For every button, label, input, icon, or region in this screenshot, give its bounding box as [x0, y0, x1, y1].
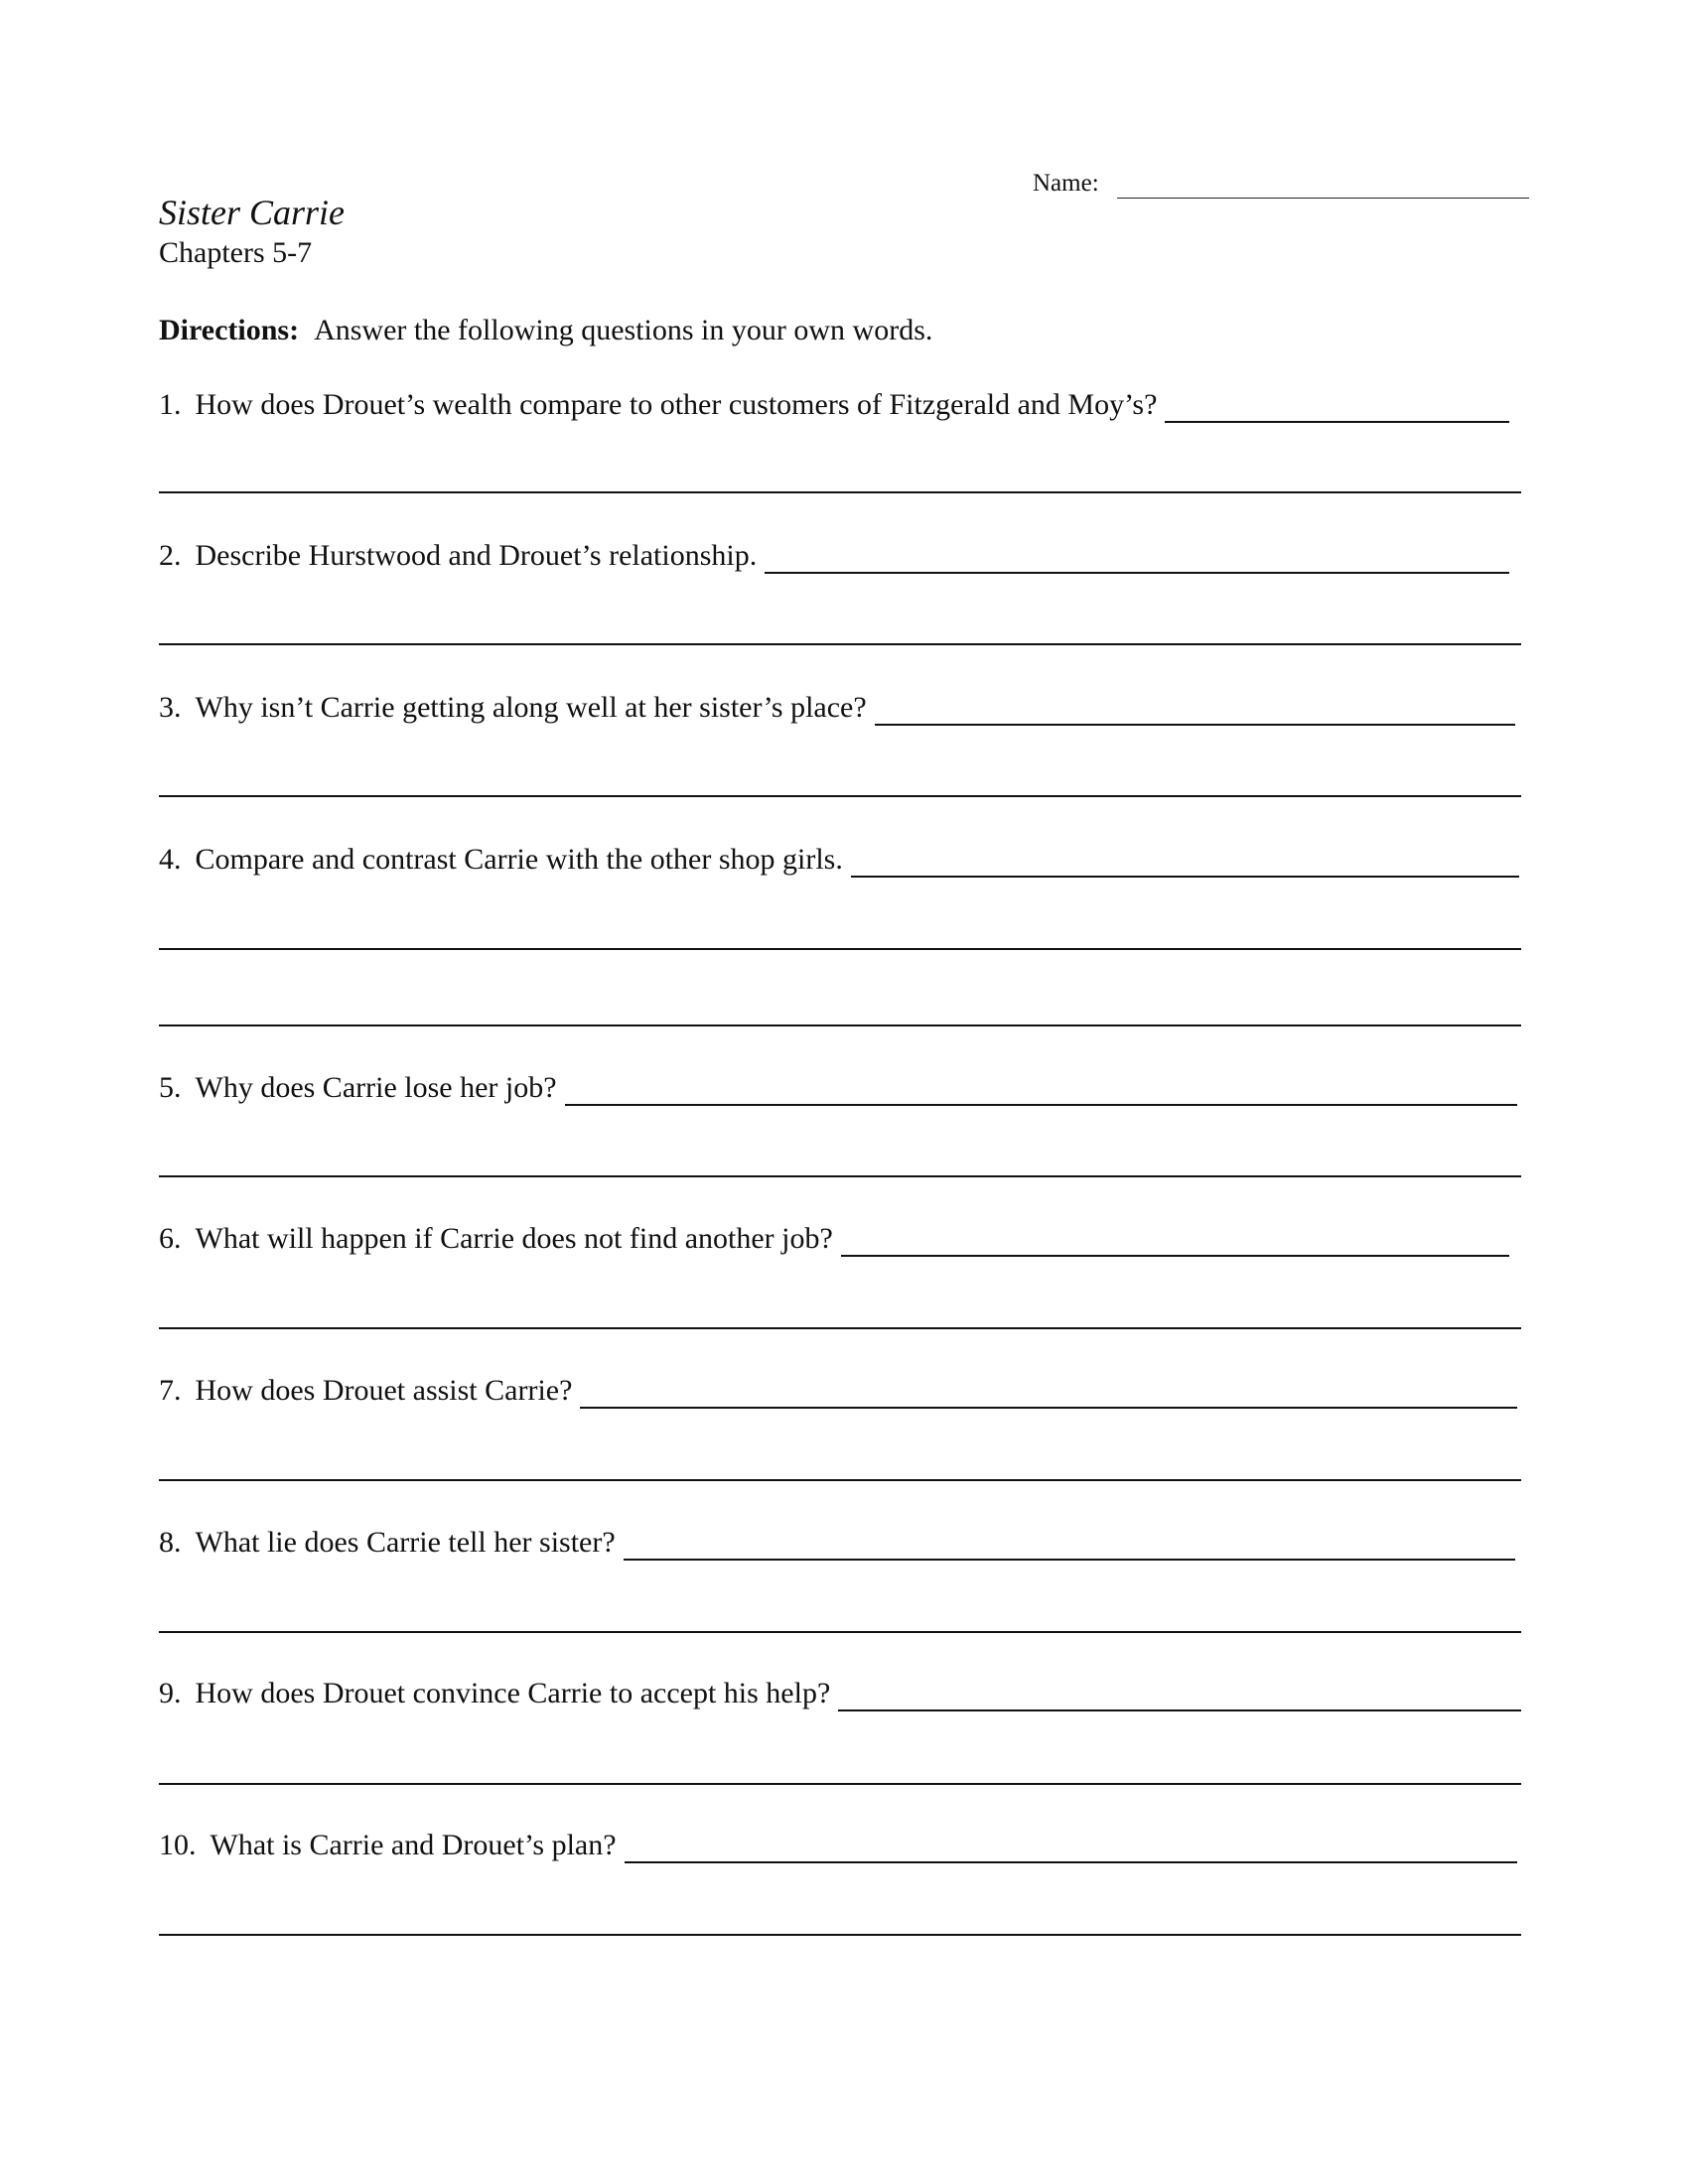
question-8	[159, 1521, 1515, 1561]
question-number: 9.	[159, 1677, 182, 1709]
question-text: Describe Hurstwood and Drouet’s relationship.	[195, 539, 758, 572]
worksheet-subtitle: Chapters 5-7	[159, 236, 313, 269]
answer-line[interactable]	[838, 1680, 1521, 1711]
directions	[159, 312, 932, 349]
question-text: How does Drouet convince Carrie to accept his help?	[195, 1677, 831, 1709]
question-6	[159, 1217, 1509, 1257]
question-1	[159, 383, 1509, 423]
question-number: 3.	[159, 691, 182, 724]
answer-line[interactable]	[851, 846, 1519, 878]
question-text: Why does Carrie lose her job?	[195, 1071, 557, 1104]
question-number: 4.	[159, 843, 182, 876]
question-text: Compare and contrast Carrie with the other shop girls.	[195, 843, 843, 876]
answer-line[interactable]	[580, 1377, 1517, 1409]
answer-line[interactable]	[841, 1225, 1509, 1257]
question-text: How does Drouet’s wealth compare to other customers of Fitzgerald and Moy’s?	[195, 388, 1158, 421]
answer-line[interactable]	[765, 542, 1509, 574]
question-7	[159, 1369, 1517, 1409]
answer-line[interactable]	[875, 694, 1515, 726]
worksheet-title: Sister Carrie	[159, 193, 346, 232]
question-text: What will happen if Carrie does not find another job?	[195, 1222, 833, 1255]
answer-line[interactable]	[159, 1479, 1521, 1481]
question-text: Why isn’t Carrie getting along well at her sister’s place?	[195, 691, 867, 724]
answer-line[interactable]	[159, 1024, 1521, 1026]
answer-line[interactable]	[625, 1832, 1517, 1863]
directions-label: Directions:	[159, 314, 300, 346]
question-4	[159, 838, 1519, 878]
question-9	[159, 1672, 1521, 1711]
answer-line[interactable]	[159, 1631, 1521, 1633]
answer-line[interactable]	[159, 643, 1521, 645]
answer-line[interactable]	[159, 1934, 1521, 1936]
question-number: 10.	[159, 1829, 197, 1861]
question-10	[159, 1824, 1517, 1863]
answer-line[interactable]	[159, 1783, 1521, 1785]
question-number: 5.	[159, 1071, 182, 1104]
question-number: 7.	[159, 1374, 182, 1407]
question-text: What lie does Carrie tell her sister?	[195, 1526, 616, 1559]
answer-line[interactable]	[159, 795, 1521, 797]
answer-line[interactable]	[565, 1074, 1517, 1106]
name-label: Name:	[1033, 170, 1099, 197]
answer-line[interactable]	[159, 1327, 1521, 1329]
name-field[interactable]	[1117, 172, 1529, 199]
answer-line[interactable]	[159, 948, 1521, 950]
answer-line[interactable]	[159, 491, 1521, 493]
question-number: 6.	[159, 1222, 182, 1255]
answer-line[interactable]	[159, 1175, 1521, 1177]
directions-text: Answer the following questions in your own words.	[314, 314, 933, 346]
answer-line[interactable]	[1165, 391, 1509, 423]
question-2	[159, 534, 1509, 574]
question-number: 1.	[159, 388, 182, 421]
question-5	[159, 1066, 1517, 1106]
question-text: What is Carrie and Drouet’s plan?	[210, 1829, 617, 1861]
answer-line[interactable]	[624, 1529, 1515, 1561]
name-row	[1033, 159, 1529, 199]
question-number: 8.	[159, 1526, 182, 1559]
question-3	[159, 686, 1515, 726]
question-text: How does Drouet assist Carrie?	[195, 1374, 573, 1407]
question-number: 2.	[159, 539, 182, 572]
